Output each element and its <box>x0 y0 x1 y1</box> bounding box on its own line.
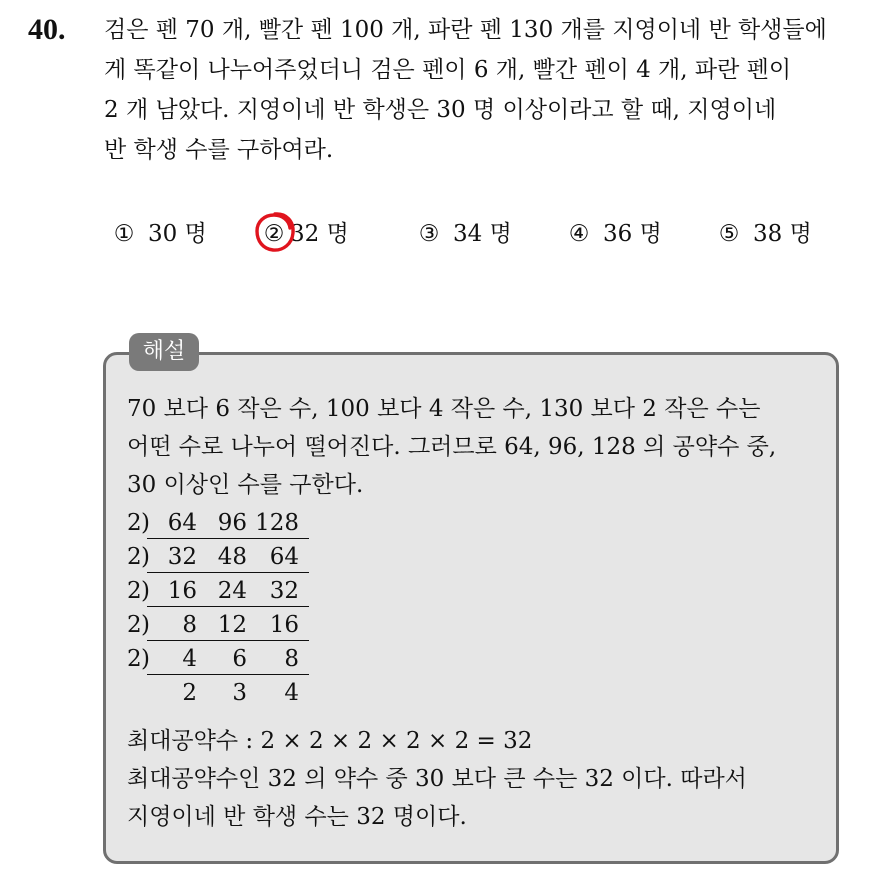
solution-line: 최대공약수인 32 의 약수 중 30 보다 큰 수는 32 이다. 따라서 <box>127 766 747 792</box>
ladder-division <box>127 506 317 710</box>
division-value: 32 <box>269 578 299 604</box>
division-bracket: ) <box>141 510 150 536</box>
solution-conclusion <box>127 722 825 836</box>
division-row <box>127 676 317 710</box>
division-value: 24 <box>217 578 247 604</box>
choice-1[interactable] <box>110 214 207 254</box>
question-line: 게 똑같이 나누어주었더니 검은 펜이 6 개, 빨간 펜이 4 개, 파란 펜이 <box>104 57 792 83</box>
question-line: 반 학생 수를 구하여라. <box>104 137 334 163</box>
solution-line: 지영이네 반 학생 수는 32 명이다. <box>127 804 467 830</box>
solution-line: 30 이상인 수를 구한다. <box>127 472 364 498</box>
division-value: 4 <box>182 646 197 672</box>
divisor: 2 <box>127 578 142 604</box>
divisor: 2 <box>127 544 142 570</box>
divisor: 2 <box>127 612 142 638</box>
division-bracket: ) <box>141 612 150 638</box>
answer-choices <box>110 214 850 254</box>
division-value: 64 <box>167 510 197 536</box>
divisor: 2 <box>127 510 142 536</box>
question-number: 40. <box>28 13 66 46</box>
solution-line: 70 보다 6 작은 수, 100 보다 4 작은 수, 130 보다 2 작은 수는 <box>127 396 761 422</box>
division-bracket: ) <box>141 544 150 570</box>
division-value: 12 <box>217 612 247 638</box>
choice-3-mark: ③ <box>418 221 440 247</box>
choice-2[interactable] <box>260 214 349 254</box>
divisor: 2 <box>127 646 142 672</box>
question-line: 검은 펜 70 개, 빨간 펜 100 개, 파란 펜 130 개를 지영이네 반 학생들에 <box>104 17 827 43</box>
division-value: 48 <box>217 544 247 570</box>
choice-4-mark: ④ <box>568 221 590 247</box>
gcd-line: 최대공약수 : 2 × 2 × 2 × 2 × 2 = 32 <box>127 728 533 754</box>
division-value: 32 <box>167 544 197 570</box>
choice-5-mark: ⑤ <box>718 221 740 247</box>
division-bracket: ) <box>141 578 150 604</box>
choice-3[interactable] <box>415 214 512 254</box>
division-value: 16 <box>167 578 197 604</box>
choice-4[interactable] <box>565 214 662 254</box>
division-value: 96 <box>217 510 247 536</box>
division-value: 8 <box>182 612 197 638</box>
choice-1-mark: ① <box>113 221 135 247</box>
division-value: 16 <box>269 612 299 638</box>
choice-2-mark: ② <box>263 221 285 247</box>
division-bracket: ) <box>141 646 150 672</box>
division-value: 128 <box>255 510 299 536</box>
division-value: 8 <box>284 646 299 672</box>
question-line: 2 개 남았다. 지영이네 반 학생은 30 명 이상이라고 할 때, 지영이네 <box>104 97 777 123</box>
solution-line: 어떤 수로 나누어 떨어진다. 그러므로 64, 96, 128 의 공약수 중, <box>127 434 777 460</box>
division-value: 64 <box>269 544 299 570</box>
division-value: 6 <box>232 646 247 672</box>
division-value: 2 <box>182 680 197 706</box>
division-value: 4 <box>284 680 299 706</box>
choice-2-text: 32 명 <box>290 221 349 247</box>
division-row <box>127 506 317 540</box>
choice-3-text: 34 명 <box>453 221 512 247</box>
solution-tab: 해설 <box>129 333 199 371</box>
division-row <box>127 642 317 676</box>
division-row <box>127 608 317 642</box>
question-text <box>104 10 864 170</box>
choice-5[interactable] <box>715 214 812 254</box>
choice-4-text: 36 명 <box>603 221 662 247</box>
choice-1-text: 30 명 <box>148 221 207 247</box>
division-row <box>127 540 317 574</box>
choice-5-text: 38 명 <box>753 221 812 247</box>
solution-intro <box>127 390 825 504</box>
division-row <box>127 574 317 608</box>
division-value: 3 <box>232 680 247 706</box>
